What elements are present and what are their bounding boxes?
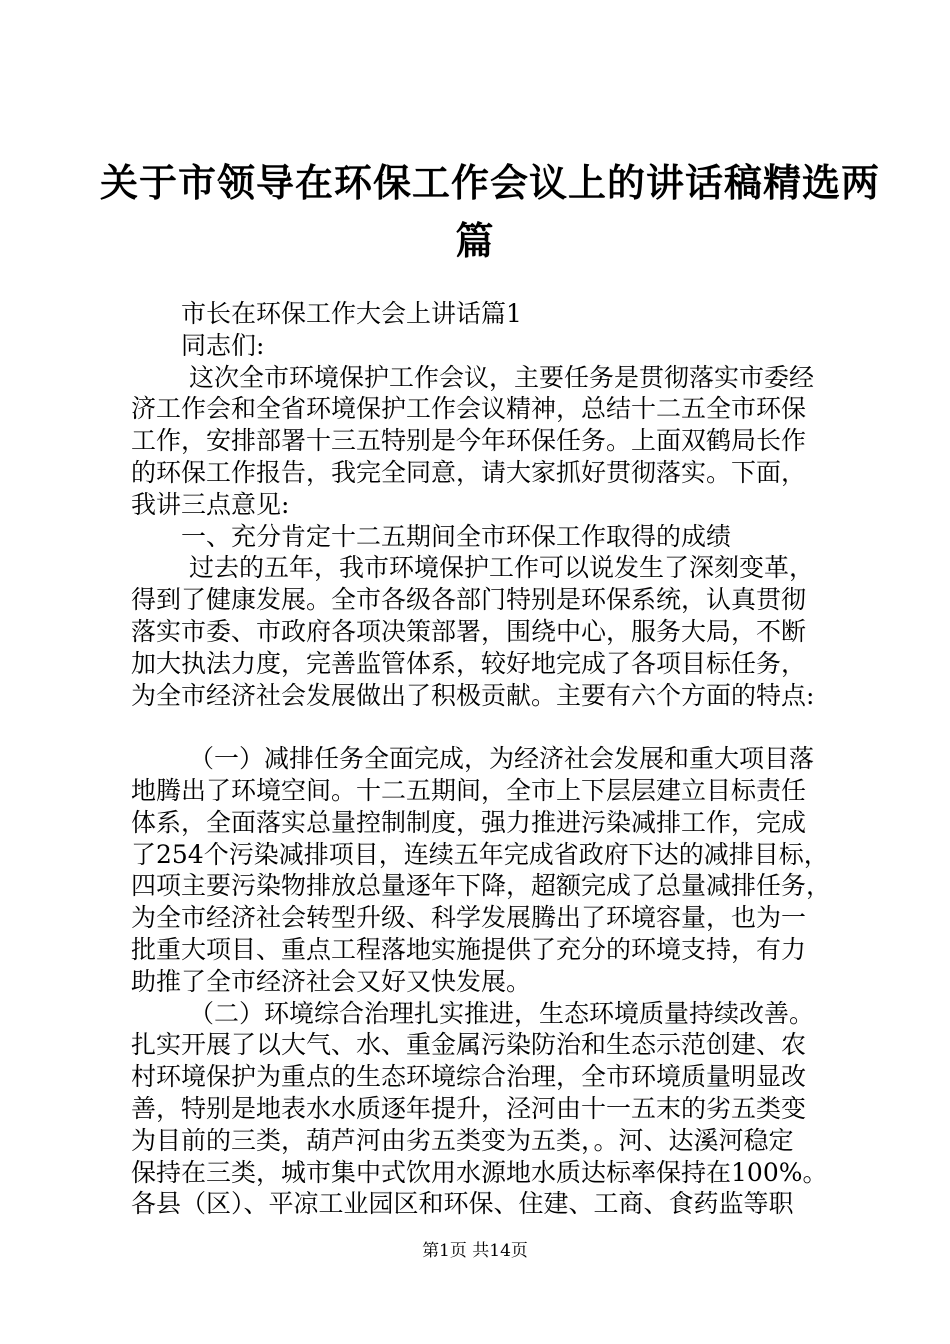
paragraph-line: 村环境保护为重点的生态环境综合治理，全市环境质量明显改 [131,1062,807,1092]
salutation: 同志们: [181,330,265,360]
paragraph-line: （二）环境综合治理扎实推进，生态环境质量持续改善。 [189,998,815,1028]
paragraph-line: 各县（区）、平凉工业园区和环保、住建、工商、食药监等职 [131,1189,794,1219]
paragraph-line: 得到了健康发展。全市各级各部门特别是环保系统，认真贯彻 [131,585,807,615]
section-heading: 市长在环保工作大会上讲话篇1 [181,299,522,328]
paragraph-line: 地腾出了环境空间。十二五期间，全市上下层层建立目标责任 [131,775,807,805]
paragraph-line: （一）减排任务全面完成，为经济社会发展和重大项目落 [189,744,815,774]
document-title-line-1: 关于市领导在环保工作会议上的讲话稿精选两 [100,161,881,205]
paragraph-line: 助推了全市经济社会又好又快发展。 [131,966,532,996]
paragraph-line: 落实市委、市政府各项决策部署，围绕中心，服务大局，不断 [131,616,807,646]
paragraph-line: 善，特别是地表水水质逐年提升，泾河由十一五末的劣五类变 [131,1093,807,1123]
paragraph-line: 扎实开展了以大气、水、重金属污染防治和生态示范创建、农 [131,1030,807,1060]
paragraph-line: 为全市经济社会转型升级、科学发展腾出了环境容量，也为一 [131,903,807,933]
paragraph-line: 加大执法力度，完善监管体系，较好地完成了各项目标任务， [131,648,807,678]
paragraph-line: 四项主要污染物排放总量逐年下降，超额完成了总量减排任务， [131,871,832,901]
paragraph-line: 过去的五年，我市环境保护工作可以说发生了深刻变革， [189,553,815,583]
paragraph-line: 济工作会和全省环境保护工作会议精神，总结十二五全市环保 [131,394,807,424]
document-title-line-2: 篇 [455,219,495,263]
paragraph-line: 了254个污染减排项目，连续五年完成省政府下达的减排目标， [131,839,829,869]
blank-line [131,711,831,743]
paragraph-line: 体系，全面落实总量控制制度，强力推进污染减排工作，完成 [131,807,807,837]
paragraph-line: 的环保工作报告，我完全同意，请大家抓好贯彻落实。下面， [131,457,807,487]
paragraph-line: 我讲三点意见: [131,489,290,519]
paragraph-line: 批重大项目、重点工程落地实施提供了充分的环境支持，有力 [131,934,807,964]
paragraph-line: 保持在三类，城市集中式饮用水源地水质达标率保持在100%。 [131,1157,828,1187]
document-body [131,298,831,1220]
page-footer: 第1页 共14页 [422,1241,528,1261]
paragraph-line: 这次全市环境保护工作会议，主要任务是贯彻落实市委经 [189,362,815,392]
paragraph-line: 工作，安排部署十三五特别是今年环保任务。上面双鹤局长作 [131,426,807,456]
subheading: 一、充分肯定十二五期间全市环保工作取得的成绩 [181,521,732,551]
paragraph-line: 为目前的三类，葫芦河由劣五类变为五类，。河、达溪河稳定 [131,1125,794,1155]
paragraph-line: 为全市经济社会发展做出了积极贡献。主要有六个方面的特点: [131,680,815,710]
